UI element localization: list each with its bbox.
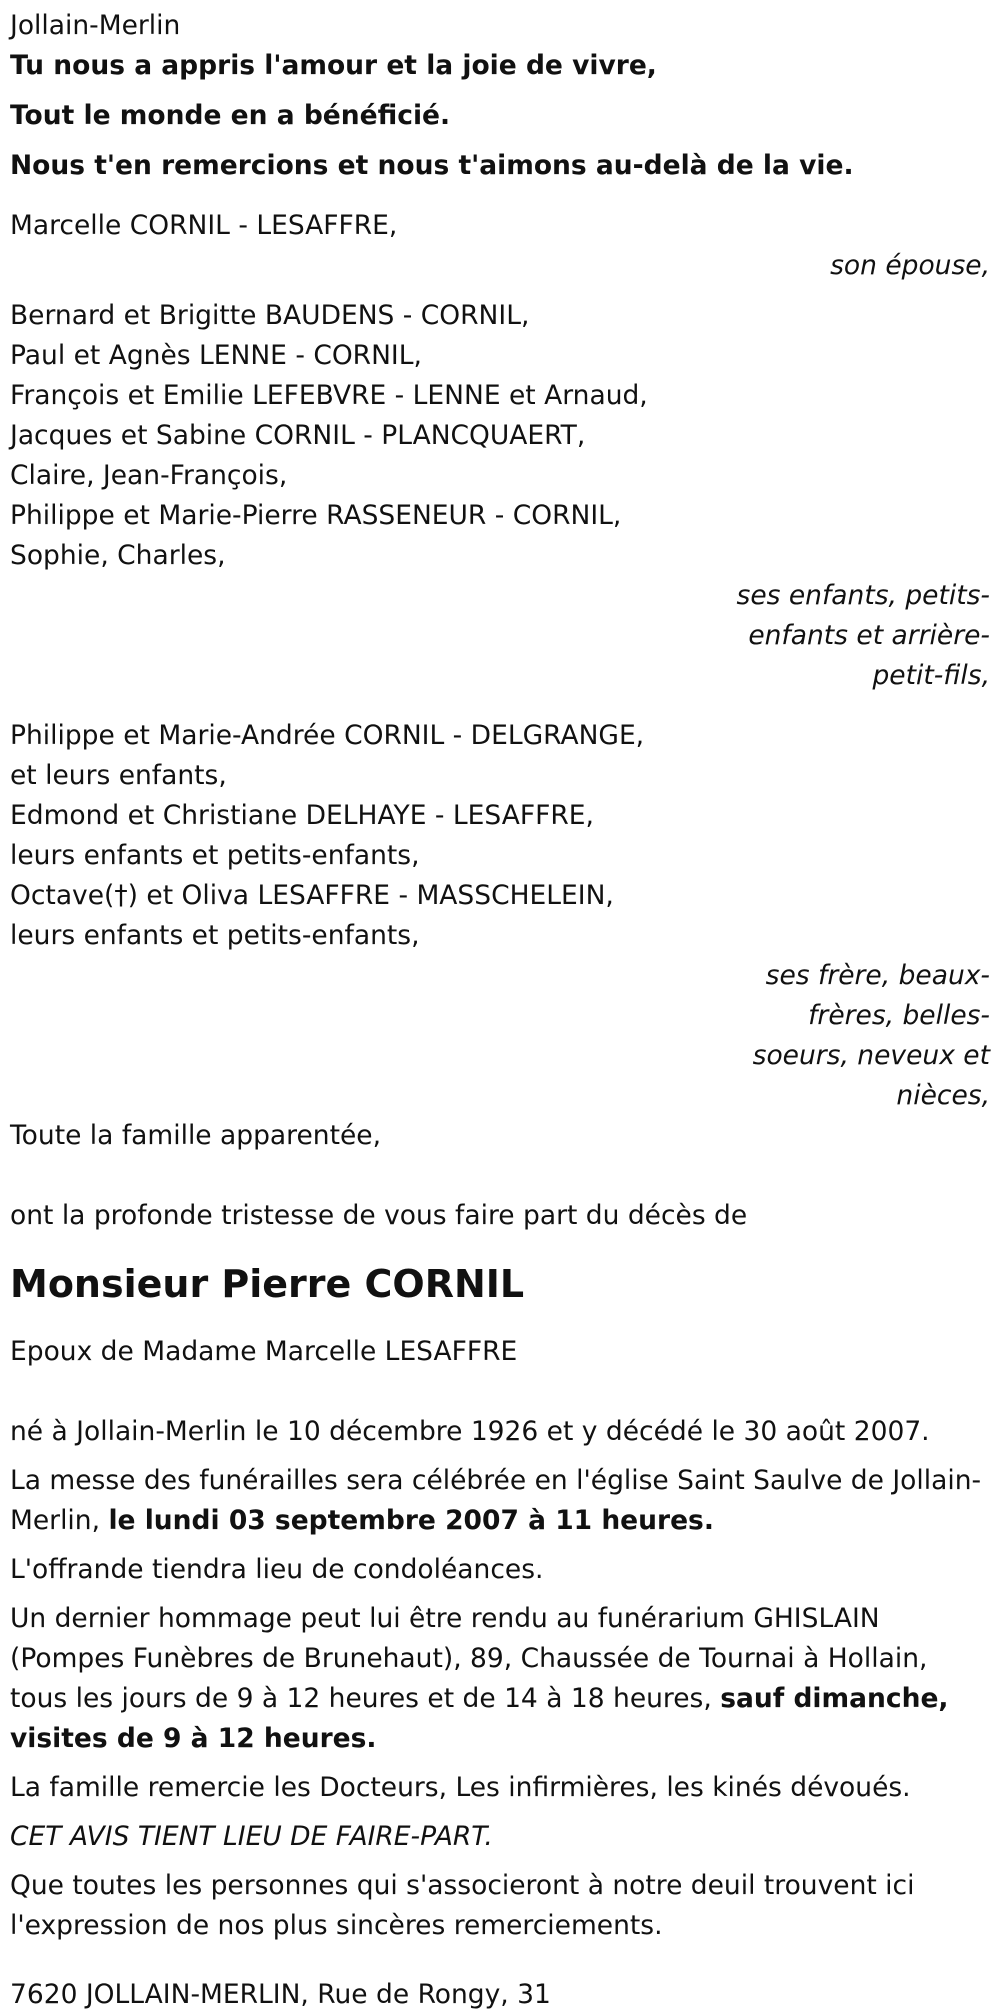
- siblings-block: [10, 716, 990, 1116]
- closing-para: Que toutes les personnes qui s'associeront à notre deuil trouvent ici l'expression de nos plus sincères remerciements.: [10, 1870, 915, 1941]
- motto-line: Tu nous a appris l'amour et la joie de vivre,: [10, 50, 657, 81]
- children-name: Bernard et Brigitte BAUDENS - CORNIL,: [10, 300, 530, 331]
- children-name: Claire, Jean-François,: [10, 460, 288, 491]
- birth-death-para: né à Jollain-Merlin le 10 décembre 1926 et y décédé le 30 août 2007.: [10, 1416, 930, 1447]
- sibling-name: Philippe et Marie-Andrée CORNIL - DELGRANGE,: [10, 720, 645, 751]
- sibling-name: Edmond et Christiane DELHAYE - LESAFFRE,: [10, 800, 594, 831]
- sibling-name: leurs enfants et petits-enfants,: [10, 840, 420, 871]
- offering-para: L'offrande tiendra lieu de condoléances.: [10, 1554, 544, 1585]
- mass-date: le lundi 03 septembre 2007 à 11 heures.: [108, 1505, 714, 1536]
- tribute-para: Un dernier hommage peut lui être rendu au funérarium GHISLAIN (Pompes Funèbres de Brunehaut), 89, Chaussée de Tournai à Hollain, tous les jours de 9 à 12 heures et de 14 à 18 heures, sauf dimanche, visites de 9 à 12 heures.: [10, 1599, 990, 1759]
- place-header: Jollain-Merlin: [10, 10, 181, 41]
- children-name: Sophie, Charles,: [10, 540, 226, 571]
- children-name: Paul et Agnès LENNE - CORNIL,: [10, 340, 422, 371]
- thanks-doctors-para: La famille remercie les Docteurs, Les infirmières, les kinés dévoués.: [10, 1772, 911, 1803]
- address: 7620 JOLLAIN-MERLIN, Rue de Rongy, 31: [10, 1979, 551, 2010]
- children-name: Jacques et Sabine CORNIL - PLANCQUAERT,: [10, 420, 586, 451]
- spouse-name: Marcelle CORNIL - LESAFFRE,: [10, 210, 398, 241]
- sibling-name: et leurs enfants,: [10, 760, 227, 791]
- motto-block: [10, 46, 990, 186]
- mass-para: La messe des funérailles sera célébrée en l'église Saint Saulve de Jollain- Merlin, le lundi 03 septembre 2007 à 11 heures.: [10, 1465, 982, 1536]
- children-name: Philippe et Marie-Pierre RASSENEUR - CORNIL,: [10, 500, 622, 531]
- spouse-role: son épouse,: [830, 250, 990, 281]
- children-name: François et Emilie LEFEBVRE - LENNE et Arnaud,: [10, 380, 648, 411]
- motto-line: Tout le monde en a bénéficié.: [10, 100, 451, 131]
- family-line: Toute la famille apparentée,: [10, 1120, 381, 1151]
- spouse-block: [10, 206, 990, 286]
- children-role: ses enfants, petits- enfants et arrière- petit-fils,: [736, 580, 990, 691]
- sibling-name: Octave(†) et Oliva LESAFFRE - MASSCHELEIN,: [10, 880, 614, 911]
- details-block: [10, 1412, 990, 1946]
- sibling-name: leurs enfants et petits-enfants,: [10, 920, 420, 951]
- motto-line: Nous t'en remercions et nous t'aimons au-delà de la vie.: [10, 150, 854, 181]
- announcement-text: ont la profonde tristesse de vous faire part du décès de: [10, 1200, 748, 1231]
- spouse-of-text: Epoux de Madame Marcelle LESAFFRE: [10, 1336, 518, 1367]
- tribute-visits: visites de 9 à 12 heures.: [10, 1723, 377, 1754]
- siblings-role: ses frère, beaux- frères, belles- soeurs, neveux et nièces,: [752, 960, 990, 1111]
- tribute-exception: sauf dimanche,: [720, 1683, 949, 1714]
- children-block: [10, 296, 990, 696]
- notice-para: CET AVIS TIENT LIEU DE FAIRE-PART.: [10, 1821, 493, 1852]
- deceased-name: Monsieur Pierre CORNIL: [10, 1262, 525, 1306]
